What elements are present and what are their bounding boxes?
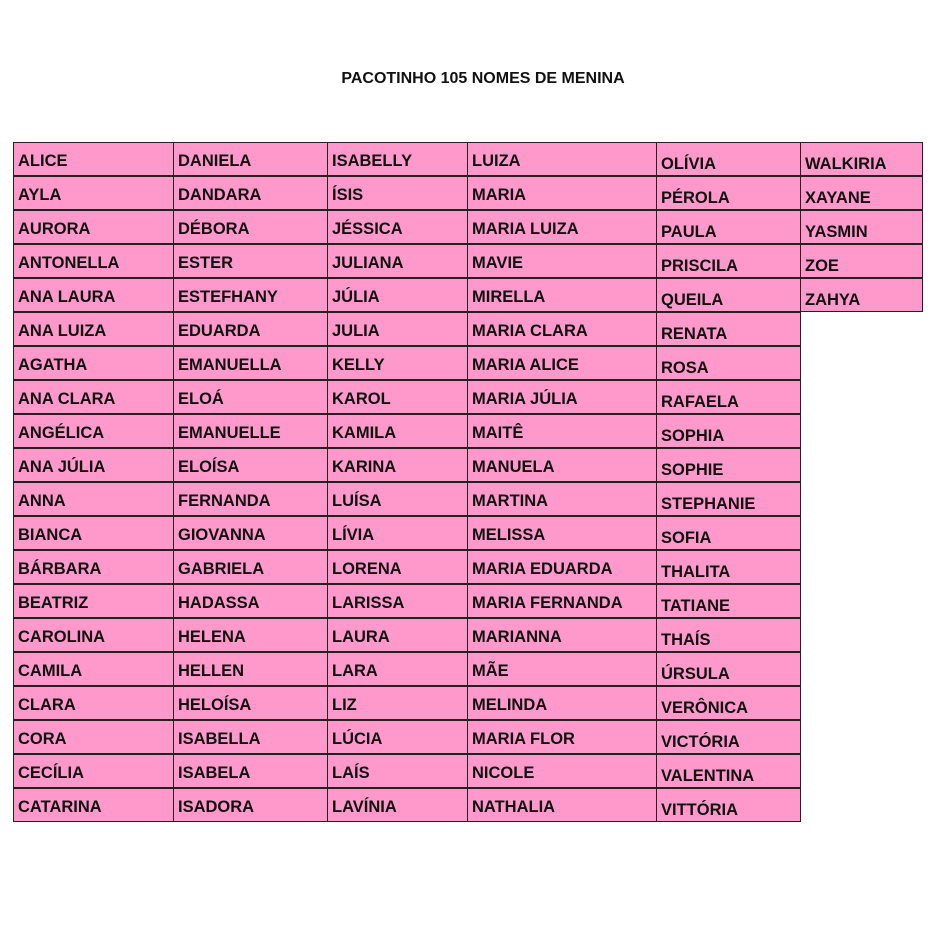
name-cell: LIZ xyxy=(327,686,468,720)
name-cell: MELINDA xyxy=(467,686,657,720)
name-cell: VERÔNICA xyxy=(656,686,801,720)
name-cell: LARISSA xyxy=(327,584,468,618)
name-cell: SOPHIA xyxy=(656,414,801,448)
name-cell: MARIA JÚLIA xyxy=(467,380,657,414)
name-cell: ELOÁ xyxy=(173,380,328,414)
name-cell: PRISCILA xyxy=(656,244,801,278)
name-cell: MARIA ALICE xyxy=(467,346,657,380)
name-cell: MANUELA xyxy=(467,448,657,482)
name-cell: ZOE xyxy=(800,244,923,278)
name-cell: JULIANA xyxy=(327,244,468,278)
name-cell: ESTER xyxy=(173,244,328,278)
name-cell: ÚRSULA xyxy=(656,652,801,686)
name-cell: LAVÍNIA xyxy=(327,788,468,822)
name-cell: MARIA xyxy=(467,176,657,210)
name-cell: EMANUELLA xyxy=(173,346,328,380)
name-cell: LAÍS xyxy=(327,754,468,788)
name-cell: ROSA xyxy=(656,346,801,380)
name-cell: BIANCA xyxy=(13,516,174,550)
name-cell: HELLEN xyxy=(173,652,328,686)
name-cell: AYLA xyxy=(13,176,174,210)
name-cell: CORA xyxy=(13,720,174,754)
name-cell: LUÍSA xyxy=(327,482,468,516)
name-cell: LORENA xyxy=(327,550,468,584)
name-cell: KAMILA xyxy=(327,414,468,448)
name-cell: ANTONELLA xyxy=(13,244,174,278)
name-cell: QUEILA xyxy=(656,278,801,312)
name-cell: NICOLE xyxy=(467,754,657,788)
name-cell: MARIA LUIZA xyxy=(467,210,657,244)
name-cell: KAROL xyxy=(327,380,468,414)
name-cell: MARIA FLOR xyxy=(467,720,657,754)
name-cell: HADASSA xyxy=(173,584,328,618)
name-cell: ANA JÚLIA xyxy=(13,448,174,482)
name-cell: RAFAELA xyxy=(656,380,801,414)
name-cell: THALITA xyxy=(656,550,801,584)
name-cell: HELOÍSA xyxy=(173,686,328,720)
name-cell: HELENA xyxy=(173,618,328,652)
name-cell: JÉSSICA xyxy=(327,210,468,244)
name-cell: ANGÉLICA xyxy=(13,414,174,448)
name-cell: FERNANDA xyxy=(173,482,328,516)
name-cell: OLÍVIA xyxy=(656,142,801,176)
name-cell: ANNA xyxy=(13,482,174,516)
name-cell: AGATHA xyxy=(13,346,174,380)
name-cell: LÍVIA xyxy=(327,516,468,550)
name-cell: DÉBORA xyxy=(173,210,328,244)
name-cell: MAITÊ xyxy=(467,414,657,448)
name-cell: VITTÓRIA xyxy=(656,788,801,822)
name-cell: ISABELLY xyxy=(327,142,468,176)
name-cell: CATARINA xyxy=(13,788,174,822)
name-cell: ANA LUIZA xyxy=(13,312,174,346)
name-cell: JULIA xyxy=(327,312,468,346)
name-cell: MARTINA xyxy=(467,482,657,516)
name-cell: MIRELLA xyxy=(467,278,657,312)
name-cell: CECÍLIA xyxy=(13,754,174,788)
name-cell: ELOÍSA xyxy=(173,448,328,482)
page-title: PACOTINHO 105 NOMES DE MENINA xyxy=(341,70,625,87)
name-cell: VICTÓRIA xyxy=(656,720,801,754)
name-cell: MÃE xyxy=(467,652,657,686)
name-cell: KELLY xyxy=(327,346,468,380)
name-cell: ISABELLA xyxy=(173,720,328,754)
name-cell: MELISSA xyxy=(467,516,657,550)
name-cell: DANIELA xyxy=(173,142,328,176)
name-cell: ANA LAURA xyxy=(13,278,174,312)
name-cell: ISADORA xyxy=(173,788,328,822)
name-cell: WALKIRIA xyxy=(800,142,923,176)
name-cell: THAÍS xyxy=(656,618,801,652)
name-cell: XAYANE xyxy=(800,176,923,210)
name-cell: TATIANE xyxy=(656,584,801,618)
name-cell: ALICE xyxy=(13,142,174,176)
name-cell: YASMIN xyxy=(800,210,923,244)
name-cell: BEATRIZ xyxy=(13,584,174,618)
name-cell: CAROLINA xyxy=(13,618,174,652)
name-cell: GABRIELA xyxy=(173,550,328,584)
name-cell: EDUARDA xyxy=(173,312,328,346)
name-cell: ESTEFHANY xyxy=(173,278,328,312)
name-cell: ÍSIS xyxy=(327,176,468,210)
name-cell: ISABELA xyxy=(173,754,328,788)
name-cell: RENATA xyxy=(656,312,801,346)
name-cell: MAVIE xyxy=(467,244,657,278)
name-cell: LAURA xyxy=(327,618,468,652)
name-cell: ZAHYA xyxy=(800,278,923,312)
name-cell: EMANUELLE xyxy=(173,414,328,448)
name-cell: MARIA CLARA xyxy=(467,312,657,346)
name-cell: STEPHANIE xyxy=(656,482,801,516)
name-cell: JÚLIA xyxy=(327,278,468,312)
name-cell: MARIA FERNANDA xyxy=(467,584,657,618)
name-cell: AURORA xyxy=(13,210,174,244)
name-cell: PÉROLA xyxy=(656,176,801,210)
name-cell: DANDARA xyxy=(173,176,328,210)
name-cell: PAULA xyxy=(656,210,801,244)
name-cell: CLARA xyxy=(13,686,174,720)
name-cell: KARINA xyxy=(327,448,468,482)
name-cell: SOFIA xyxy=(656,516,801,550)
name-cell: CAMILA xyxy=(13,652,174,686)
name-cell: VALENTINA xyxy=(656,754,801,788)
name-cell: ANA CLARA xyxy=(13,380,174,414)
name-cell: MARIA EDUARDA xyxy=(467,550,657,584)
name-cell: LÚCIA xyxy=(327,720,468,754)
name-cell: BÁRBARA xyxy=(13,550,174,584)
name-cell: NATHALIA xyxy=(467,788,657,822)
name-cell: SOPHIE xyxy=(656,448,801,482)
name-cell: MARIANNA xyxy=(467,618,657,652)
name-cell: LARA xyxy=(327,652,468,686)
name-cell: GIOVANNA xyxy=(173,516,328,550)
name-cell: LUIZA xyxy=(467,142,657,176)
